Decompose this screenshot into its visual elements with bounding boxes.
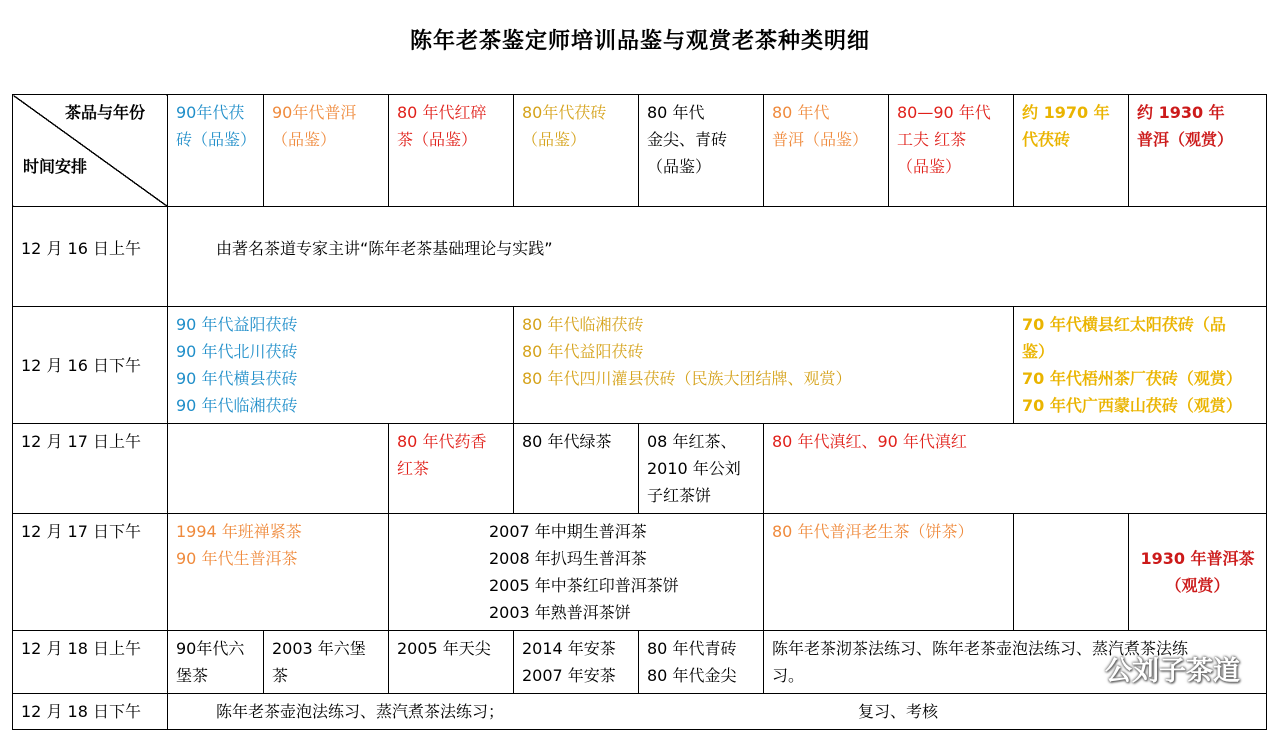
review-text: 复习、考核 (858, 702, 939, 721)
table-row-1216-am (13, 207, 1267, 307)
qingzhuan-cell: 80 年代青砖 80 年代金尖 (639, 631, 764, 694)
table-row-1217-am (13, 424, 1267, 514)
header-col-1: 90年代茯 砖（品鉴） (168, 95, 264, 207)
fuzhuan-80s-cell: 80 年代临湘茯砖 80 年代益阳茯砖 80 年代四川灌县茯砖（民族大团结牌、观赏） (514, 307, 1014, 424)
fuzhuan-90s-cell: 90 年代益阳茯砖 90 年代北川茯砖 90 年代横县茯砖 90 年代临湘茯砖 (168, 307, 514, 424)
corner-label-time: 时间安排 (23, 157, 88, 176)
empty-cell (168, 424, 389, 514)
header-col-6: 80 年代 普洱（品鉴） (764, 95, 889, 207)
black-tea-cell: 08 年红茶、 2010 年公刘 子红茶饼 (639, 424, 764, 514)
page-title: 陈年老茶鉴定师培训品鉴与观赏老茶种类明细 (409, 29, 870, 54)
header-col-4: 80年代茯砖 （品鉴） (514, 95, 639, 207)
watermark (1065, 649, 1240, 688)
sheng-puer-cell: 2007 年中期生普洱茶 2008 年扒玛生普洱茶 2005 年中茶红印普洱茶饼 2003 年熟普洱茶饼 (389, 514, 764, 631)
time-cell: 12 月 16 日下午 (13, 307, 168, 424)
header-col-3: 80 年代红碎 茶（品鉴） (389, 95, 514, 207)
table-row-1217-pm (13, 514, 1267, 631)
liubao-2003-cell: 2003 年六堡 茶 (264, 631, 389, 694)
table-row-1218-pm (13, 694, 1267, 730)
schedule-table (12, 94, 1267, 730)
time-cell: 12 月 18 日上午 (13, 631, 168, 694)
wechat-icon (1065, 656, 1099, 682)
puer-1930-cell: 1930 年普洱茶 （观赏） (1129, 514, 1267, 631)
header-col-2: 90年代普洱 （品鉴） (264, 95, 389, 207)
practice-cell: 陈年老茶沏茶法练习、陈年老茶壶泡法练习、蒸汽煮茶法练 习。 (764, 631, 1267, 694)
header-row (13, 95, 1267, 207)
puer-80s-cell: 80 年代普洱老生茶（饼茶） (764, 514, 1014, 631)
time-cell: 12 月 18 日下午 (13, 694, 168, 730)
header-corner-cell (13, 95, 168, 207)
lecture-cell: 由著名茶道专家主讲“陈年老茶基础理论与实践” (168, 207, 1267, 307)
fuzhuan-70s-cell: 70 年代横县红太阳茯砖（品 鉴） 70 年代梧州茶厂茯砖（观赏） 70 年代广西蒙山茯砖（观赏） (1014, 307, 1267, 424)
header-col-8: 约 1970 年 代茯砖 (1014, 95, 1129, 207)
watermark-text: 公刘子茶道 (1105, 656, 1240, 687)
dianhong-cell: 80 年代滇红、90 年代滇红 (764, 424, 1267, 514)
ancha-cell: 2014 年安茶 2007 年安茶 (514, 631, 639, 694)
time-cell: 12 月 17 日上午 (13, 424, 168, 514)
liubao-90s-cell: 90年代六 堡茶 (168, 631, 264, 694)
tianjian-cell: 2005 年天尖 (389, 631, 514, 694)
review-cell (168, 694, 1267, 730)
time-cell: 12 月 17 日下午 (13, 514, 168, 631)
jincha-cell: 1994 年班禅紧茶 90 年代生普洱茶 (168, 514, 389, 631)
time-cell: 12 月 16 日上午 (13, 207, 168, 307)
header-col-9: 约 1930 年 普洱（观赏） (1129, 95, 1267, 207)
practice-text: 陈年老茶壶泡法练习、蒸汽煮茶法练习； (216, 702, 505, 721)
corner-label-items: 茶品与年份 (64, 103, 145, 122)
table-row-1216-pm (13, 307, 1267, 424)
empty-cell (1014, 514, 1129, 631)
green-tea-cell: 80 年代绿茶 (514, 424, 639, 514)
header-col-7: 80—90 年代 工夫 红茶 （品鉴） (889, 95, 1014, 207)
red-tea-cell: 80 年代药香 红茶 (389, 424, 514, 514)
header-col-5: 80 年代 金尖、青砖 （品鉴） (639, 95, 764, 207)
